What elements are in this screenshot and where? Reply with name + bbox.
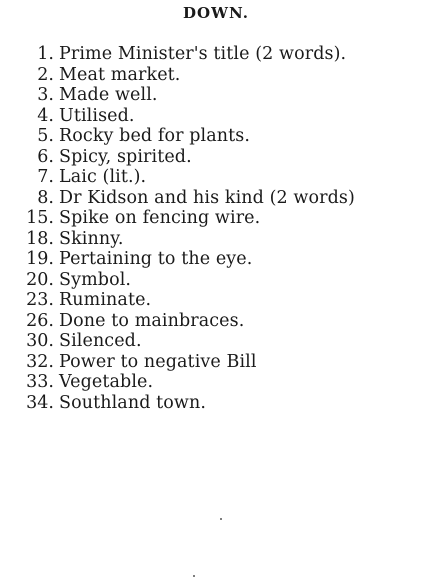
clue-number: 23. xyxy=(26,290,54,310)
clue-number: 8. xyxy=(37,187,54,208)
clue-text: Made well. xyxy=(59,85,158,105)
clue-item xyxy=(14,393,424,414)
clue-number: 2. xyxy=(37,64,54,85)
clue-item xyxy=(14,270,424,291)
clue-item xyxy=(14,290,424,311)
clue-number: 19. xyxy=(26,249,54,269)
clue-number: 1. xyxy=(37,44,54,64)
clue-number: 4. xyxy=(37,105,54,126)
clue-text: Silenced. xyxy=(59,331,142,351)
clue-number: 32. xyxy=(26,351,54,372)
clue-number: 34. xyxy=(26,392,54,413)
clue-text: Meat market. xyxy=(59,64,181,85)
print-speck xyxy=(193,575,195,577)
clue-item xyxy=(14,249,424,270)
clue-item xyxy=(14,167,424,188)
clue-item xyxy=(14,331,424,352)
clue-text: Rocky bed for plants. xyxy=(59,126,251,146)
clue-text: Spike on fencing wire. xyxy=(59,208,261,228)
clue-number: 26. xyxy=(26,310,54,331)
clue-text: Spicy, spirited. xyxy=(59,146,192,167)
clue-text: Ruminate. xyxy=(59,290,152,310)
clue-item xyxy=(14,188,424,209)
clue-item xyxy=(14,311,424,332)
clue-number: 33. xyxy=(26,372,54,392)
clue-item xyxy=(14,106,424,127)
clue-text: Done to mainbraces. xyxy=(59,310,245,331)
clue-number: 15. xyxy=(26,208,54,228)
clue-item xyxy=(14,126,424,147)
clue-number: 6. xyxy=(37,146,54,167)
section-heading: DOWN. xyxy=(183,4,249,22)
clue-item xyxy=(14,65,424,86)
clue-list xyxy=(14,44,424,413)
clue-number: 7. xyxy=(37,167,54,187)
clue-text: Laic (lit.). xyxy=(59,167,147,187)
clue-item xyxy=(14,352,424,373)
clue-item xyxy=(14,229,424,250)
clue-item xyxy=(14,372,424,393)
clue-number: 18. xyxy=(26,228,54,249)
clue-text: Symbol. xyxy=(59,269,132,290)
clue-text: Utilised. xyxy=(59,105,135,126)
clue-number: 3. xyxy=(37,85,54,105)
clue-item xyxy=(14,44,424,65)
clue-item xyxy=(14,85,424,106)
clue-number: 20. xyxy=(26,269,54,290)
clue-text: Prime Minister's title (2 words). xyxy=(59,44,347,64)
clue-number: 5. xyxy=(37,126,54,146)
clue-item xyxy=(14,208,424,229)
clue-text: Dr Kidson and his kind (2 words) xyxy=(59,187,355,208)
clue-text: Pertaining to the eye. xyxy=(59,249,253,269)
clue-text: Skinny. xyxy=(59,228,124,249)
print-speck xyxy=(220,518,222,520)
clue-text: Southland town. xyxy=(59,392,207,413)
clue-text: Power to negative Bill xyxy=(59,351,257,372)
clue-item xyxy=(14,147,424,168)
clue-number: 30. xyxy=(26,331,54,351)
clue-text: Vegetable. xyxy=(59,372,154,392)
